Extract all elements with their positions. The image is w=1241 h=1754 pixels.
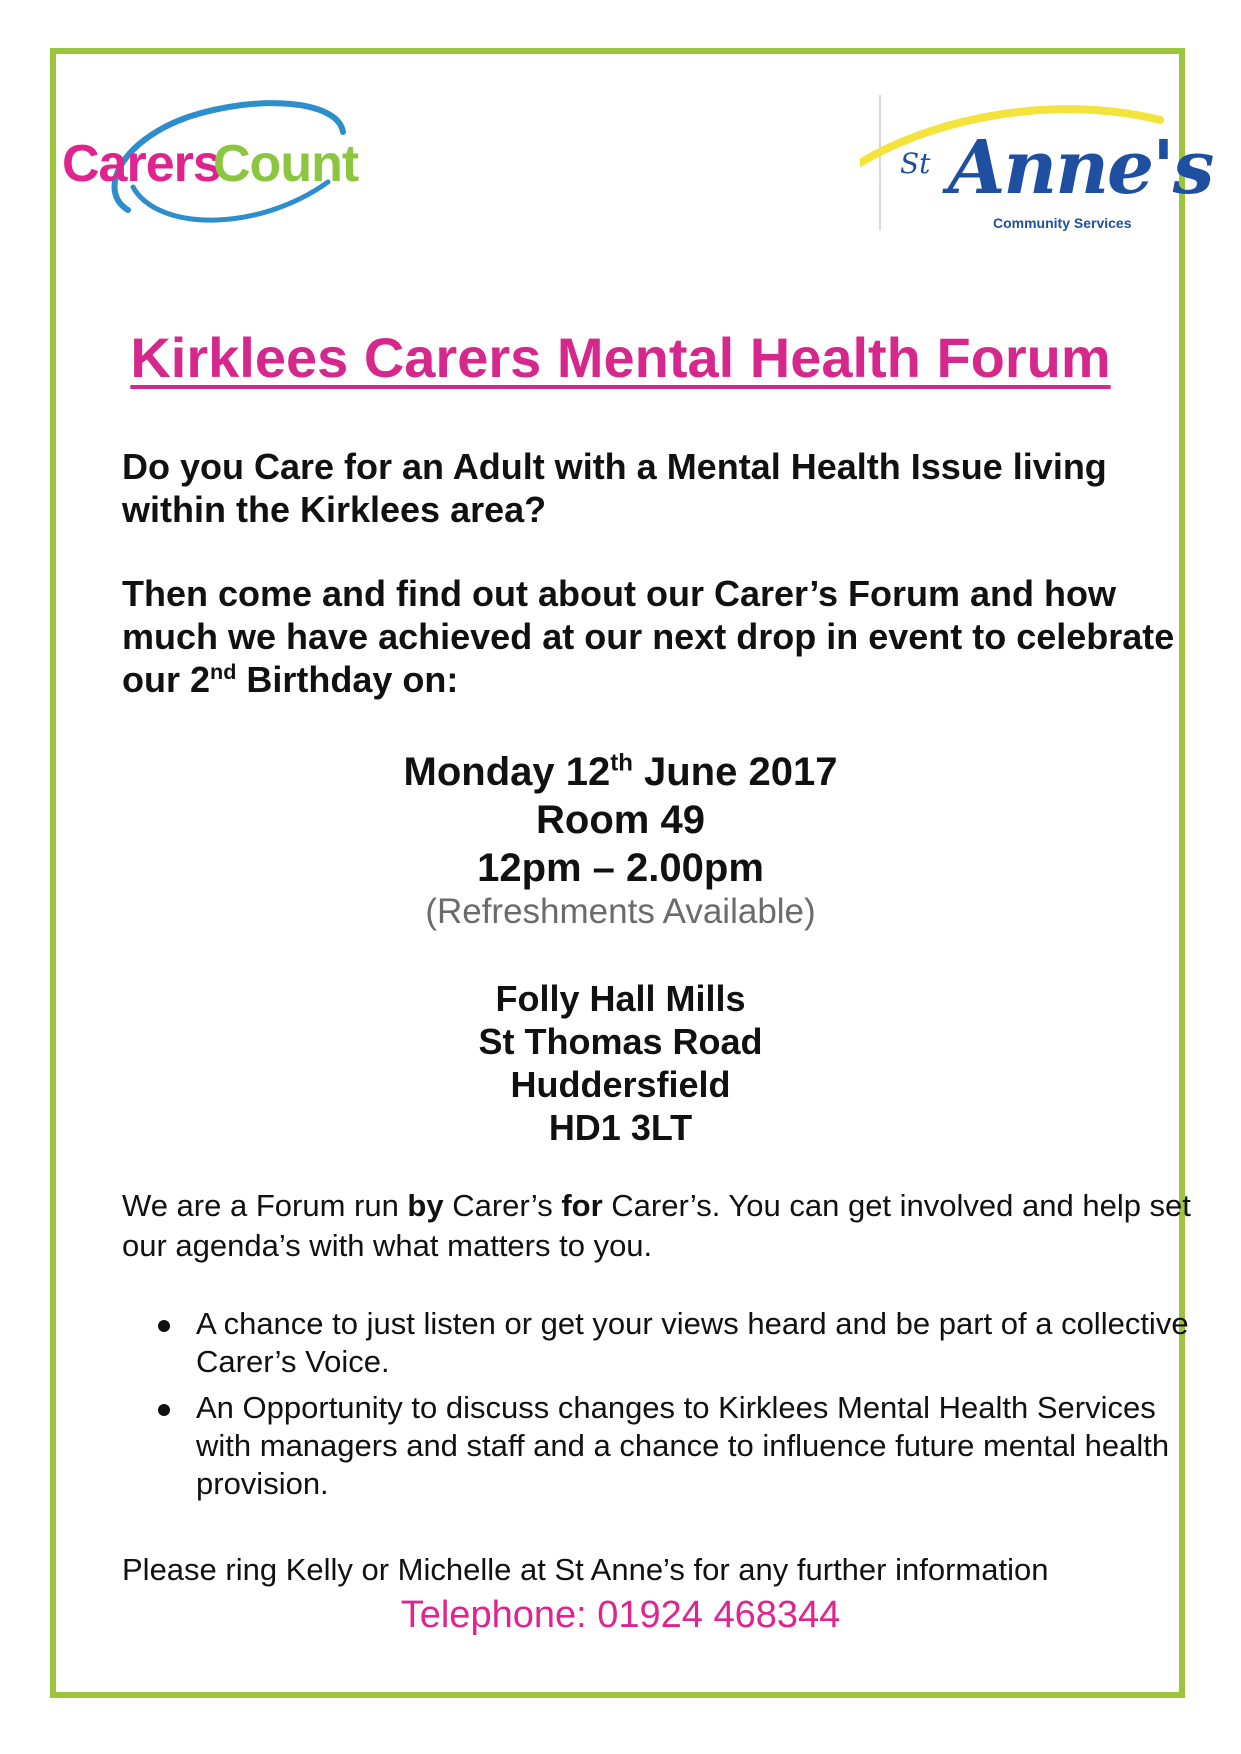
refreshments-note: (Refreshments Available) xyxy=(425,892,816,931)
list-item xyxy=(150,1389,1190,1503)
intro-bold-by: by xyxy=(407,1188,444,1223)
event-details xyxy=(0,748,1241,892)
logo-name-annes: Anne's xyxy=(948,125,1213,211)
invite-text-end: Birthday on: xyxy=(236,659,459,700)
intro-text: We are a Forum run xyxy=(122,1188,408,1223)
event-date xyxy=(0,748,1241,796)
intro-bold-for: for xyxy=(561,1188,603,1223)
st-annes-logo xyxy=(860,95,1213,265)
logo-word-count: Count xyxy=(213,135,359,193)
logo-subtitle: Community Services xyxy=(993,215,1132,231)
address-line: St Thomas Road xyxy=(478,1021,763,1062)
benefits-list xyxy=(150,1305,1190,1511)
list-item-text: An Opportunity to discuss changes to Kirklees Mental Health Services with managers and staff and a chance to influence future mental health provision. xyxy=(196,1390,1170,1501)
address-line: Folly Hall Mills xyxy=(495,978,746,1019)
telephone-number: Telephone: 01924 468344 xyxy=(400,1594,841,1636)
logo-prefix-st: St xyxy=(900,147,931,180)
intro-text: Carer’s. You can get involved and help set our agenda’s with what matters to you. xyxy=(122,1188,1191,1263)
intro-paragraph xyxy=(122,1186,1202,1266)
venue-address xyxy=(0,977,1241,1149)
event-date-day: Monday 12 xyxy=(403,750,611,794)
list-item-text: A chance to just listen or get your views heard and be part of a collective Carer’s Voice. xyxy=(196,1306,1189,1379)
intro-text: Carer’s xyxy=(443,1188,562,1223)
event-time: 12pm – 2.00pm xyxy=(477,846,764,890)
contact-paragraph: Please ring Kelly or Michelle at St Anne’s for any further information xyxy=(122,1552,1049,1587)
event-room: Room 49 xyxy=(536,798,705,842)
event-date-superscript: th xyxy=(610,749,633,777)
page-title: Kirklees Carers Mental Health Forum xyxy=(130,326,1111,389)
address-line: HD1 3LT xyxy=(548,1107,693,1148)
event-date-rest: June 2017 xyxy=(632,750,838,794)
carers-count-logo xyxy=(58,92,408,242)
invite-superscript: nd xyxy=(210,659,237,684)
invite-paragraph xyxy=(122,572,1182,701)
invite-text: Then come and find out about our Carer’s Forum and how much we have achieved at our next drop in event to celebrate our 2 xyxy=(122,573,1175,700)
list-item xyxy=(150,1305,1190,1381)
question-paragraph: Do you Care for an Adult with a Mental Health Issue living within the Kirklees area? xyxy=(122,446,1107,530)
bullet-icon xyxy=(158,1320,170,1332)
address-line: Huddersfield xyxy=(510,1064,731,1105)
logo-word-carers: Carers xyxy=(62,135,221,193)
bullet-icon xyxy=(158,1404,170,1416)
